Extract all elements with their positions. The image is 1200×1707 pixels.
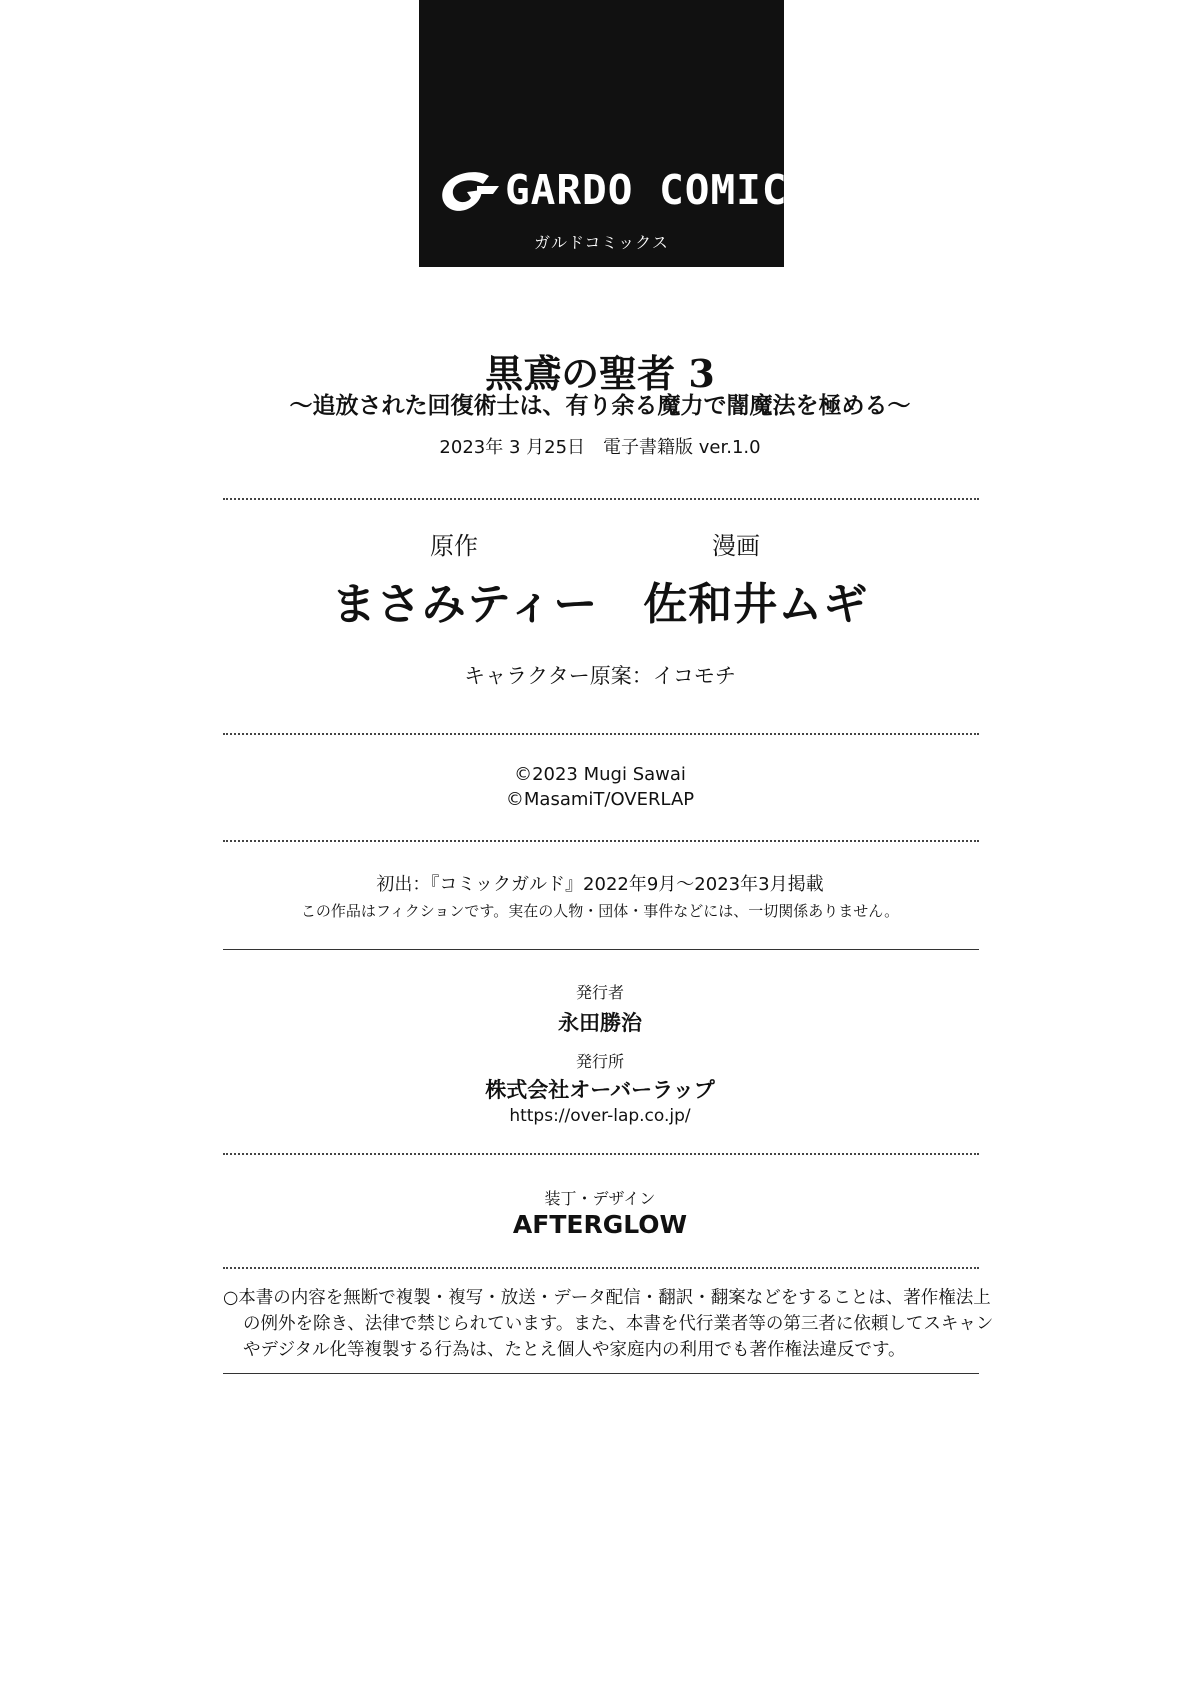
manga-label: 漫画 xyxy=(712,532,760,560)
first-published-note: 初出：『コミックガルド』2022年9月〜2023年3月掲載 xyxy=(376,874,824,895)
notice-line: やデジタル化等複製する行為は、たとえ個人や家庭内の利用でも著作権法違反です。 xyxy=(243,1340,906,1360)
brand-name: GARDO COMICS xyxy=(505,166,814,214)
copyright-line: ©MasamiT/OVERLAP xyxy=(505,789,695,810)
publisher-name: 永田勝治 xyxy=(558,1011,642,1035)
brand-kana: ガルドコミックス xyxy=(534,233,669,252)
publication-date: 2023年 3 月25日 電子書籍版 ver.1.0 xyxy=(439,437,761,458)
solid-divider xyxy=(223,949,979,950)
dotted-divider xyxy=(223,733,979,735)
gardo-g-swirl-icon xyxy=(437,170,501,214)
design-name: AFTERGLOW xyxy=(512,1210,688,1239)
dotted-divider xyxy=(223,1153,979,1155)
original-work-label: 原作 xyxy=(430,532,478,560)
fiction-disclaimer: この作品はフィクションです。実在の人物・団体・事件などには、一切関係ありません。 xyxy=(300,902,900,920)
gardo-comics-logo xyxy=(419,0,814,267)
solid-divider xyxy=(223,1373,979,1374)
design-label: 装丁・デザイン xyxy=(544,1189,656,1208)
book-subtitle: 〜追放された回復術士は、有り余る魔力で闇魔法を極める〜 xyxy=(289,392,911,419)
copyright-line: ©2023 Mugi Sawai xyxy=(514,764,686,785)
notice-line: の例外を除き、法律で禁じられています。また、本書を代行業者等の第三者に依頼してスキャン xyxy=(243,1314,994,1334)
author-names: まさみティー 佐和井ムギ xyxy=(331,579,869,630)
dotted-divider xyxy=(223,840,979,842)
dotted-divider xyxy=(223,498,979,500)
copyright-notice xyxy=(223,1285,994,1363)
publisher-url: https://over-lap.co.jp/ xyxy=(509,1106,691,1126)
office-label: 発行所 xyxy=(575,1052,624,1071)
office-name: 株式会社オーバーラップ xyxy=(485,1078,715,1102)
dotted-divider xyxy=(223,1267,979,1269)
publisher-label: 発行者 xyxy=(575,983,624,1002)
character-design-credit: キャラクター原案：イコモチ xyxy=(464,664,736,688)
book-title: 黒鳶の聖者 3 xyxy=(485,351,715,396)
notice-line: ○本書の内容を無断で複製・複写・放送・データ配信・翻訳・翻案などをすることは、著作権法上 xyxy=(223,1288,991,1308)
